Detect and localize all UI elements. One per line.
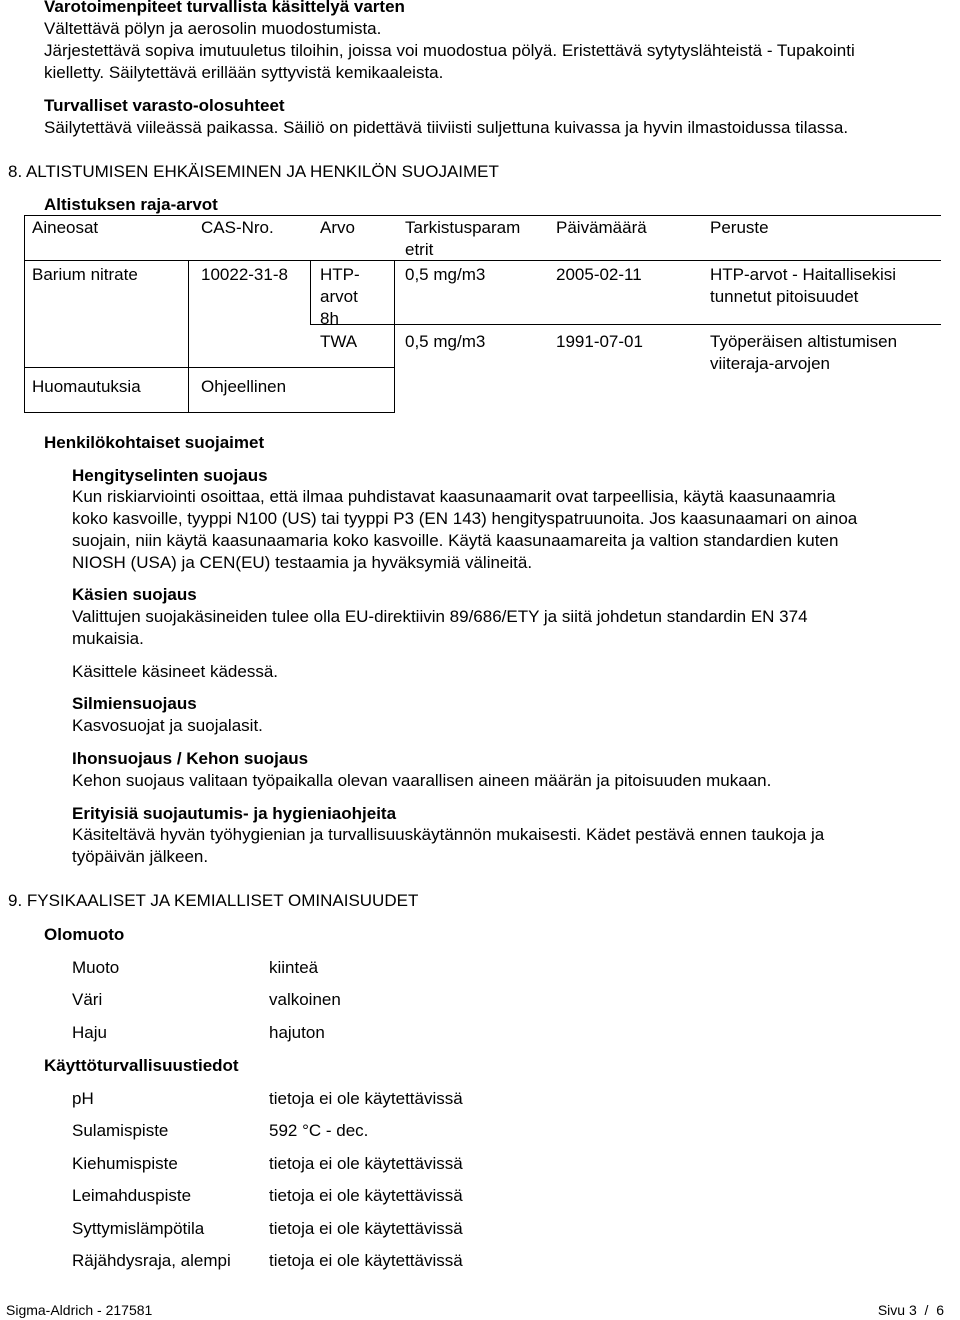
property-label: Räjähdysraja, alempi [72, 1251, 231, 1270]
limit-basis: Työperäisen altistumisen [710, 332, 898, 351]
eyes-text: Kasvosuojat ja suojalasit. [72, 716, 263, 735]
property-value: hajuton [269, 1023, 325, 1042]
safety-data-heading: Käyttöturvallisuustiedot [44, 1056, 239, 1075]
property-value: tietoja ei ole käytettävissä [269, 1154, 463, 1173]
footer-document-id: Sigma-Aldrich - 217581 [6, 1302, 153, 1318]
table-border-bottom [24, 412, 394, 413]
table-col-divider [188, 261, 189, 413]
respiratory-heading: Hengityselinten suojaus [72, 466, 268, 485]
limit-date: 2005-02-11 [556, 265, 642, 284]
property-value: valkoinen [269, 990, 341, 1009]
table-col-divider [310, 261, 311, 324]
col-header-parameters-cont: etrit [405, 240, 434, 259]
hygiene-text: työpäivän jälkeen. [72, 847, 209, 866]
property-label: Haju [72, 1023, 107, 1042]
hands-note: Käsittele käsineet kädessä. [72, 662, 279, 681]
handling-line: Vältettävä pölyn ja aerosolin muodostumista. [44, 19, 382, 38]
property-label: Kiehumispiste [72, 1154, 178, 1173]
limit-date: 1991-07-01 [556, 332, 643, 351]
remarks-value: Ohjeellinen [201, 377, 287, 396]
limit-value: 0,5 mg/m3 [405, 332, 486, 351]
limit-basis: HTP-arvot - Haitallisekisi [710, 265, 897, 284]
table-row-divider [310, 324, 941, 325]
section-9-title: 9. FYSIKAALISET JA KEMIALLISET OMINAISUUDET [8, 891, 419, 910]
remarks-label: Huomautuksia [32, 377, 141, 396]
handling-heading: Varotoimenpiteet turvallista käsittelyä varten [44, 0, 405, 16]
hygiene-text: Käsiteltävä hyvän työhygienian ja turvallisuuskäytännön mukaisesti. Kädet pestävä ennen taukoja ja [72, 825, 825, 844]
skin-heading: Ihonsuojaus / Kehon suojaus [72, 749, 309, 768]
hygiene-heading: Erityisiä suojautumis- ja hygieniaohjeita [72, 804, 397, 823]
eyes-heading: Silmiensuojaus [72, 694, 197, 713]
storage-text: Säilytettävä viileässä paikassa. Säiliö on pidettävä tiiviisti suljettuna kuivassa ja hyvin ilmastoidussa tilassa. [44, 118, 849, 137]
limit-value: 0,5 mg/m3 [405, 265, 486, 284]
limit-basis-cont: tunnetut pitoisuudet [710, 287, 859, 306]
limit-type: HTP- [320, 265, 360, 284]
ingredient-name: Barium nitrate [32, 265, 138, 284]
property-label: Syttymislämpötila [72, 1219, 205, 1238]
skin-text: Kehon suojaus valitaan työpaikalla olevan vaarallisen aineen määrän ja pitoisuuden mukaan. [72, 771, 772, 790]
table-col-divider [394, 261, 395, 413]
hands-text: Valittujen suojakäsineiden tulee olla EU-direktiivin 89/686/ETY ja siitä johdetun standardin EN 374 [72, 607, 808, 626]
limit-basis-cont: viiteraja-arvojen [710, 354, 830, 373]
exposure-limits-heading: Altistuksen raja-arvot [44, 195, 218, 214]
property-label: Väri [72, 990, 103, 1009]
property-value: tietoja ei ole käytettävissä [269, 1219, 463, 1238]
property-value: tietoja ei ole käytettävissä [269, 1186, 463, 1205]
hands-text: mukaisia. [72, 629, 144, 648]
respiratory-text: koko kasvoille, tyyppi N100 (US) tai tyyppi P3 (EN 143) hengityspatruunoita. Jos kaasunaamari on ainoa [72, 509, 858, 528]
footer-page-number: Sivu 3 / 6 [877, 1302, 944, 1318]
table-border-top [24, 215, 941, 216]
table-row-divider [24, 367, 394, 368]
property-label: pH [72, 1089, 94, 1108]
property-label: Sulamispiste [72, 1121, 169, 1140]
property-value: kiinteä [269, 958, 319, 977]
col-header-ingredients: Aineosat [32, 218, 99, 237]
section-8-title: 8. ALTISTUMISEN EHKÄISEMINEN JA HENKILÖN SUOJAIMET [8, 162, 499, 181]
col-header-value: Arvo [320, 218, 355, 237]
col-header-cas: CAS-Nro. [201, 218, 274, 237]
limit-type: TWA [320, 332, 358, 351]
respiratory-text: Kun riskiarviointi osoittaa, että ilmaa puhdistavat kaasunaamarit ovat tarpeellisia, käytä kaasunaamria [72, 487, 836, 506]
property-value: tietoja ei ole käytettävissä [269, 1251, 463, 1270]
ppe-heading: Henkilökohtaiset suojaimet [44, 433, 265, 452]
table-divider [24, 260, 941, 261]
appearance-heading: Olomuoto [44, 925, 125, 944]
table-border-left [24, 215, 25, 413]
limit-type-cont: arvot [320, 287, 358, 306]
handling-line: kielletty. Säilytettävä erillään syttyvistä kemikaaleista. [44, 63, 444, 82]
handling-line: Järjestettävä sopiva imutuuletus tiloihin, joissa voi muodostua pölyä. Eristettävä sytytyslähteistä - Tupakointi [44, 41, 855, 60]
property-label: Leimahduspiste [72, 1186, 192, 1205]
exposure-limits-table [24, 215, 941, 413]
property-label: Muoto [72, 958, 120, 977]
limit-type-cont: 8h [320, 309, 339, 328]
hands-heading: Käsien suojaus [72, 585, 197, 604]
respiratory-text: suojain, niin käytä kaasunaamaria koko kasvoille. Käytä kaasunaamareita ja valtion standardien kuten [72, 531, 839, 550]
col-header-parameters: Tarkistusparam [405, 218, 521, 237]
cas-number: 10022-31-8 [201, 265, 288, 284]
col-header-basis: Peruste [710, 218, 769, 237]
col-header-date: Päivämäärä [556, 218, 647, 237]
storage-heading: Turvalliset varasto-olosuhteet [44, 96, 285, 115]
property-value: 592 °C - dec. [269, 1121, 369, 1140]
respiratory-text: NIOSH (USA) ja CEN(EU) testaamia ja hyväksymiä välineitä. [72, 553, 533, 572]
property-value: tietoja ei ole käytettävissä [269, 1089, 463, 1108]
